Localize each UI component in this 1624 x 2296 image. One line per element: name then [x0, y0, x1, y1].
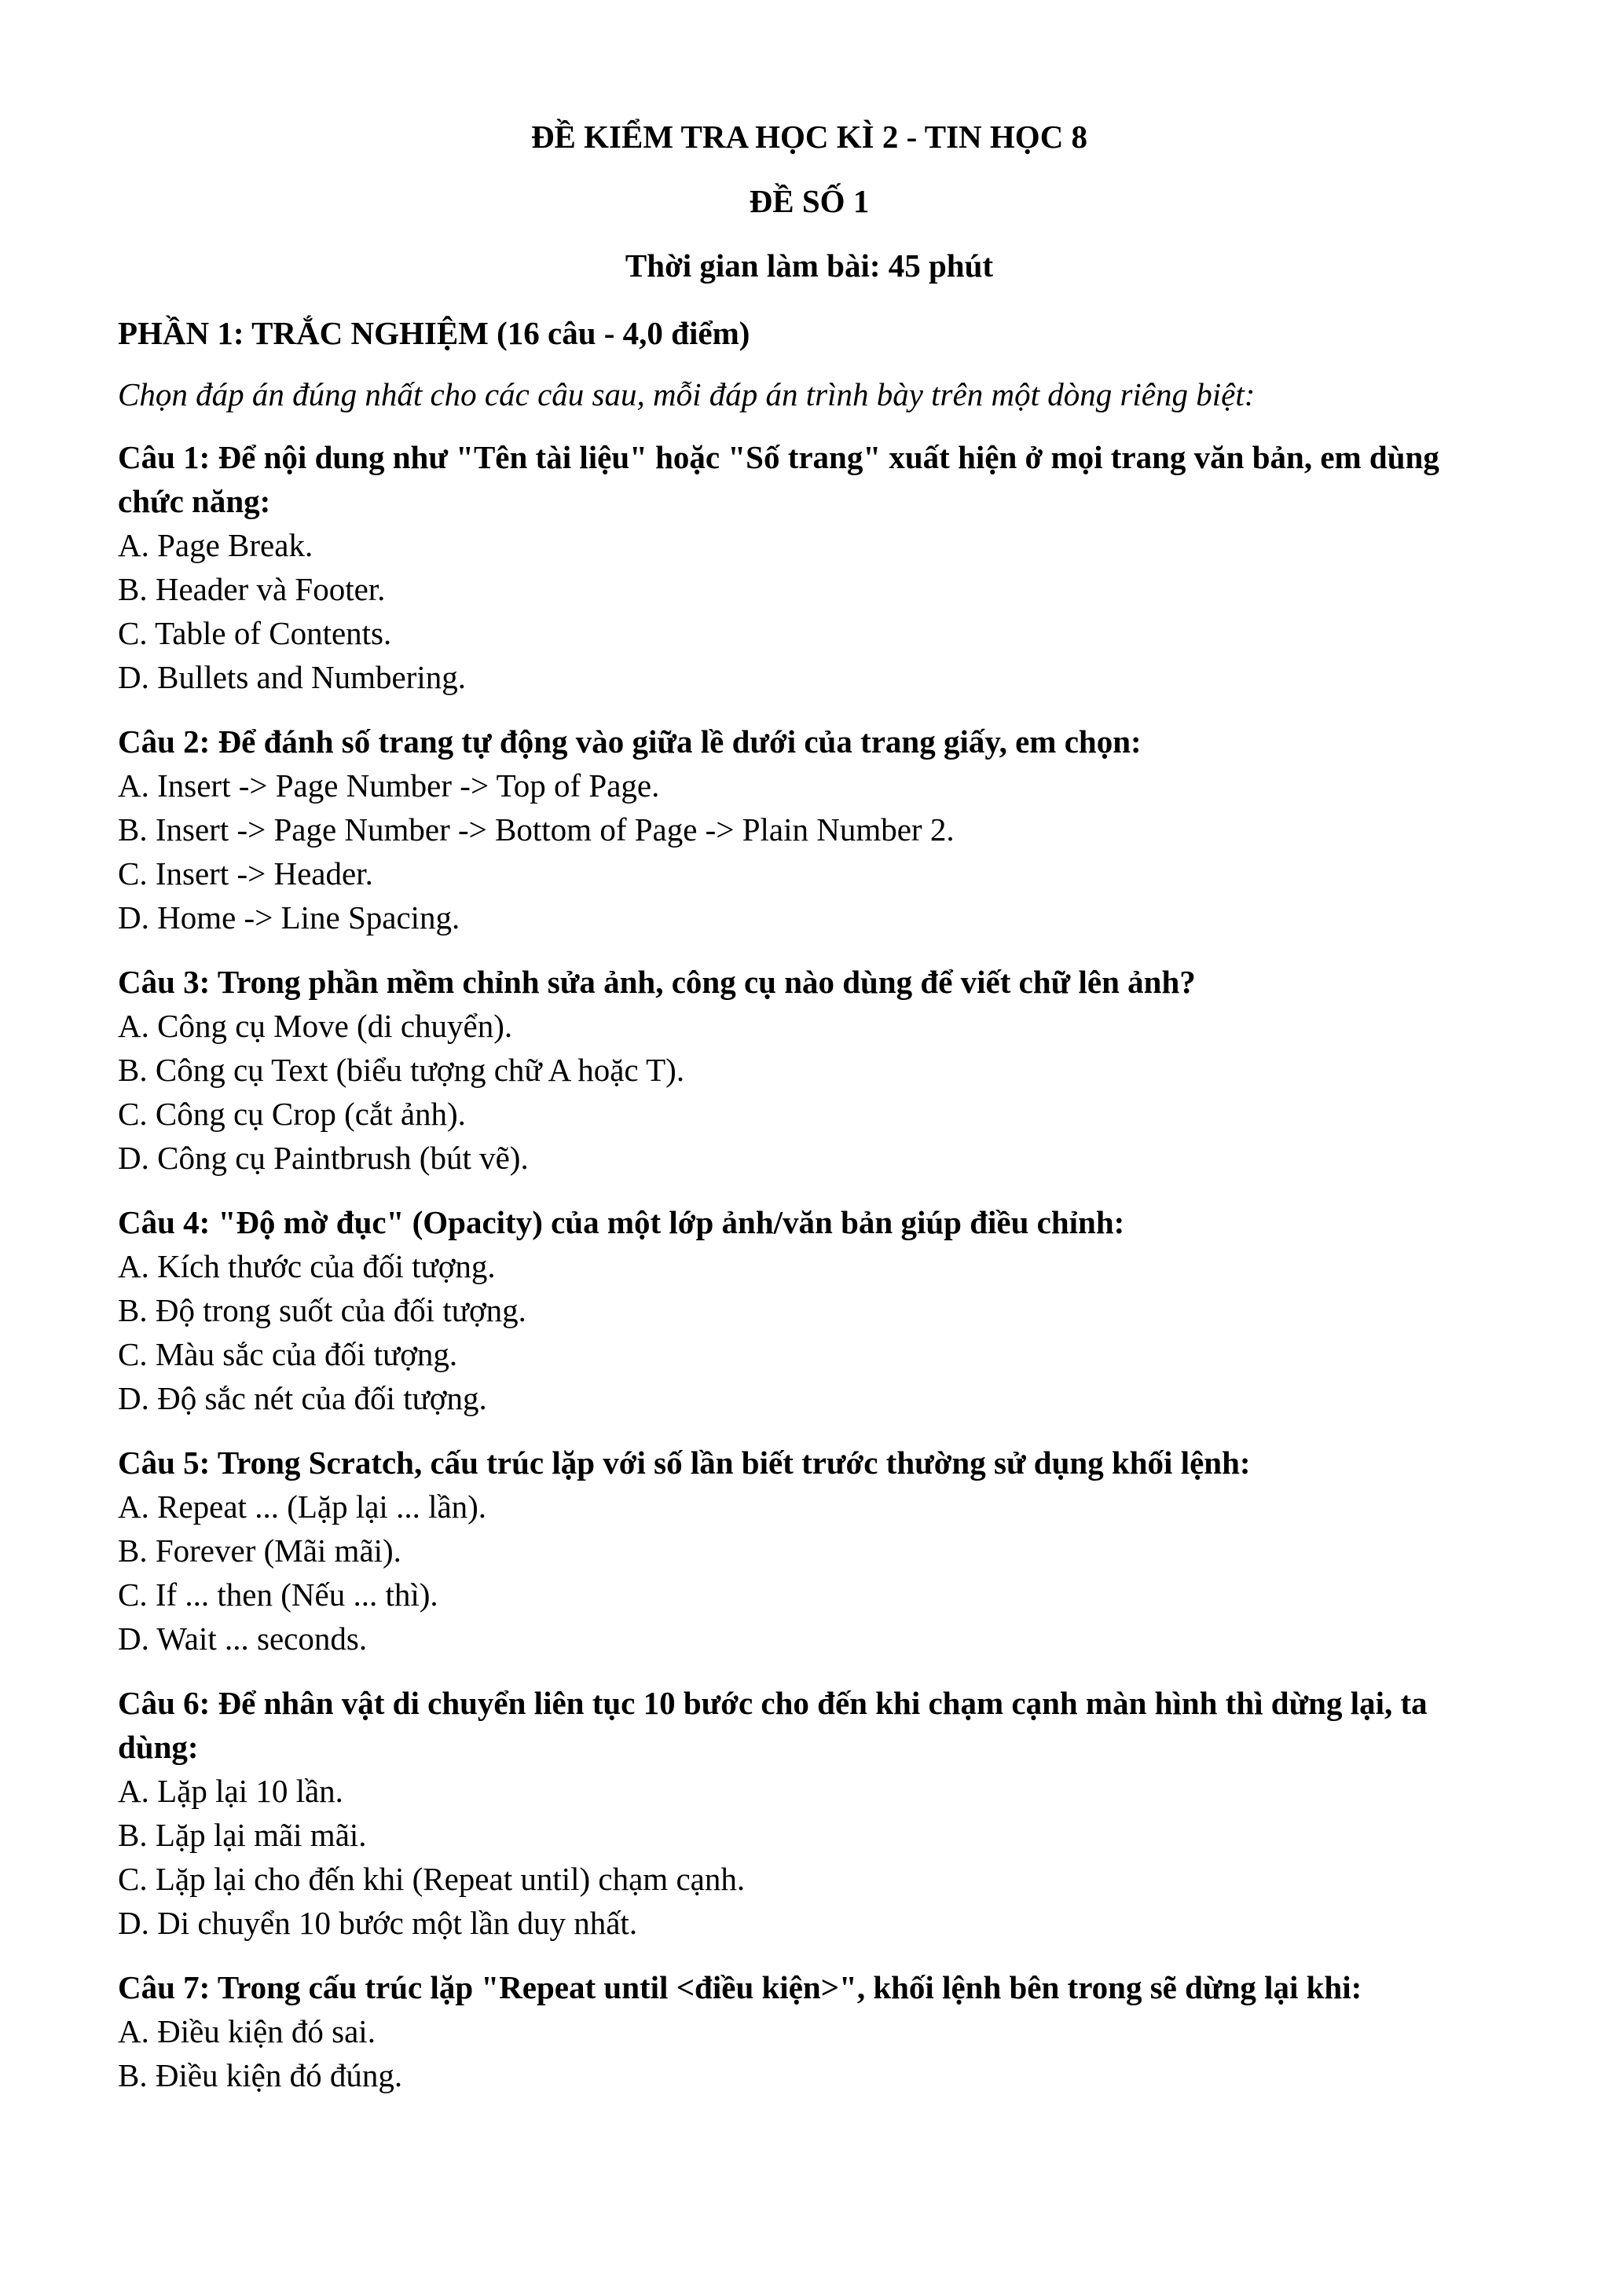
part1-instruction: Chọn đáp án đúng nhất cho các câu sau, mỗi đáp án trình bày trên một dòng riêng biệt:: [118, 376, 1256, 412]
question-1: [118, 435, 1501, 699]
question-text: Câu 2: Để đánh số trang tự động vào giữa lề dưới của trang giấy, em chọn:: [118, 723, 1142, 760]
question-2: [118, 720, 1501, 939]
question-text: Câu 3: Trong phần mềm chỉnh sửa ảnh, công cụ nào dùng để viết chữ lên ảnh?: [118, 964, 1196, 1000]
option-b: B. Forever (Mãi mãi).: [118, 1532, 401, 1569]
option-a: A. Repeat ... (Lặp lại ... lần).: [118, 1489, 487, 1525]
part1-heading: PHẦN 1: TRẮC NGHIỆM (16 câu - 4,0 điểm): [118, 315, 750, 351]
option-d: D. Công cụ Paintbrush (bút vẽ).: [118, 1140, 529, 1176]
option-c: C. Công cụ Crop (cắt ảnh).: [118, 1096, 466, 1132]
option-c: C. Insert -> Header.: [118, 855, 373, 892]
exam-duration: Thời gian làm bài: 45 phút: [625, 247, 994, 284]
option-c: C. Màu sắc của đối tượng.: [118, 1336, 458, 1372]
question-text: Câu 5: Trong Scratch, cấu trúc lặp với số lần biết trước thường sử dụng khối lệnh:: [118, 1445, 1251, 1481]
option-c: C. Lặp lại cho đến khi (Repeat until) chạm cạnh.: [118, 1861, 746, 1897]
question-4: [118, 1200, 1501, 1420]
exam-number: ĐỀ SỐ 1: [749, 183, 870, 219]
question-3: [118, 960, 1501, 1180]
exam-title: ĐỀ KIỂM TRA HỌC KÌ 2 - TIN HỌC 8: [530, 119, 1088, 155]
option-c: C. If ... then (Nếu ... thì).: [118, 1576, 438, 1613]
option-a: A. Lặp lại 10 lần.: [118, 1773, 343, 1809]
option-b: B. Điều kiện đó đúng.: [118, 2057, 403, 2093]
option-b: B. Insert -> Page Number -> Bottom of Page -> Plain Number 2.: [118, 811, 955, 848]
document-content: [118, 115, 1501, 2118]
option-d: D. Di chuyển 10 bước một lần duy nhất.: [118, 1905, 638, 1941]
option-b: B. Công cụ Text (biểu tượng chữ A hoặc T).: [118, 1052, 685, 1088]
option-c: C. Table of Contents.: [118, 615, 392, 651]
question-7: [118, 1965, 1501, 2097]
option-d: D. Wait ... seconds.: [118, 1620, 368, 1657]
option-d: D. Độ sắc nét của đối tượng.: [118, 1380, 487, 1416]
option-a: A. Điều kiện đó sai.: [118, 2013, 376, 2049]
option-b: B. Lặp lại mãi mãi.: [118, 1817, 367, 1853]
option-a: A. Insert -> Page Number -> Top of Page.: [118, 767, 660, 804]
question-text: Câu 4: "Độ mờ đục" (Opacity) của một lớp ảnh/văn bản giúp điều chỉnh:: [118, 1204, 1125, 1240]
option-d: D. Home -> Line Spacing.: [118, 899, 460, 936]
option-a: A. Kích thước của đối tượng.: [118, 1248, 496, 1284]
question-text: Câu 1: Để nội dung như "Tên tài liệu" hoặc "Số trang" xuất hiện ở mọi trang văn bản, em dùng chức năng:: [118, 439, 1439, 519]
option-b: B. Độ trong suốt của đối tượng.: [118, 1292, 526, 1328]
option-b: B. Header và Footer.: [118, 571, 386, 607]
option-a: A. Công cụ Move (di chuyển).: [118, 1008, 513, 1044]
question-text: Câu 7: Trong cấu trúc lặp "Repeat until <điều kiện>", khối lệnh bên trong sẽ dừng lại khi:: [118, 1969, 1362, 2005]
option-a: A. Page Break.: [118, 527, 313, 563]
question-6: [118, 1681, 1501, 1945]
option-d: D. Bullets and Numbering.: [118, 659, 466, 695]
question-text: Câu 6: Để nhân vật di chuyển liên tục 10 bước cho đến khi chạm cạnh màn hình thì dừng lại, ta dùng:: [118, 1685, 1428, 1765]
question-5: [118, 1441, 1501, 1661]
